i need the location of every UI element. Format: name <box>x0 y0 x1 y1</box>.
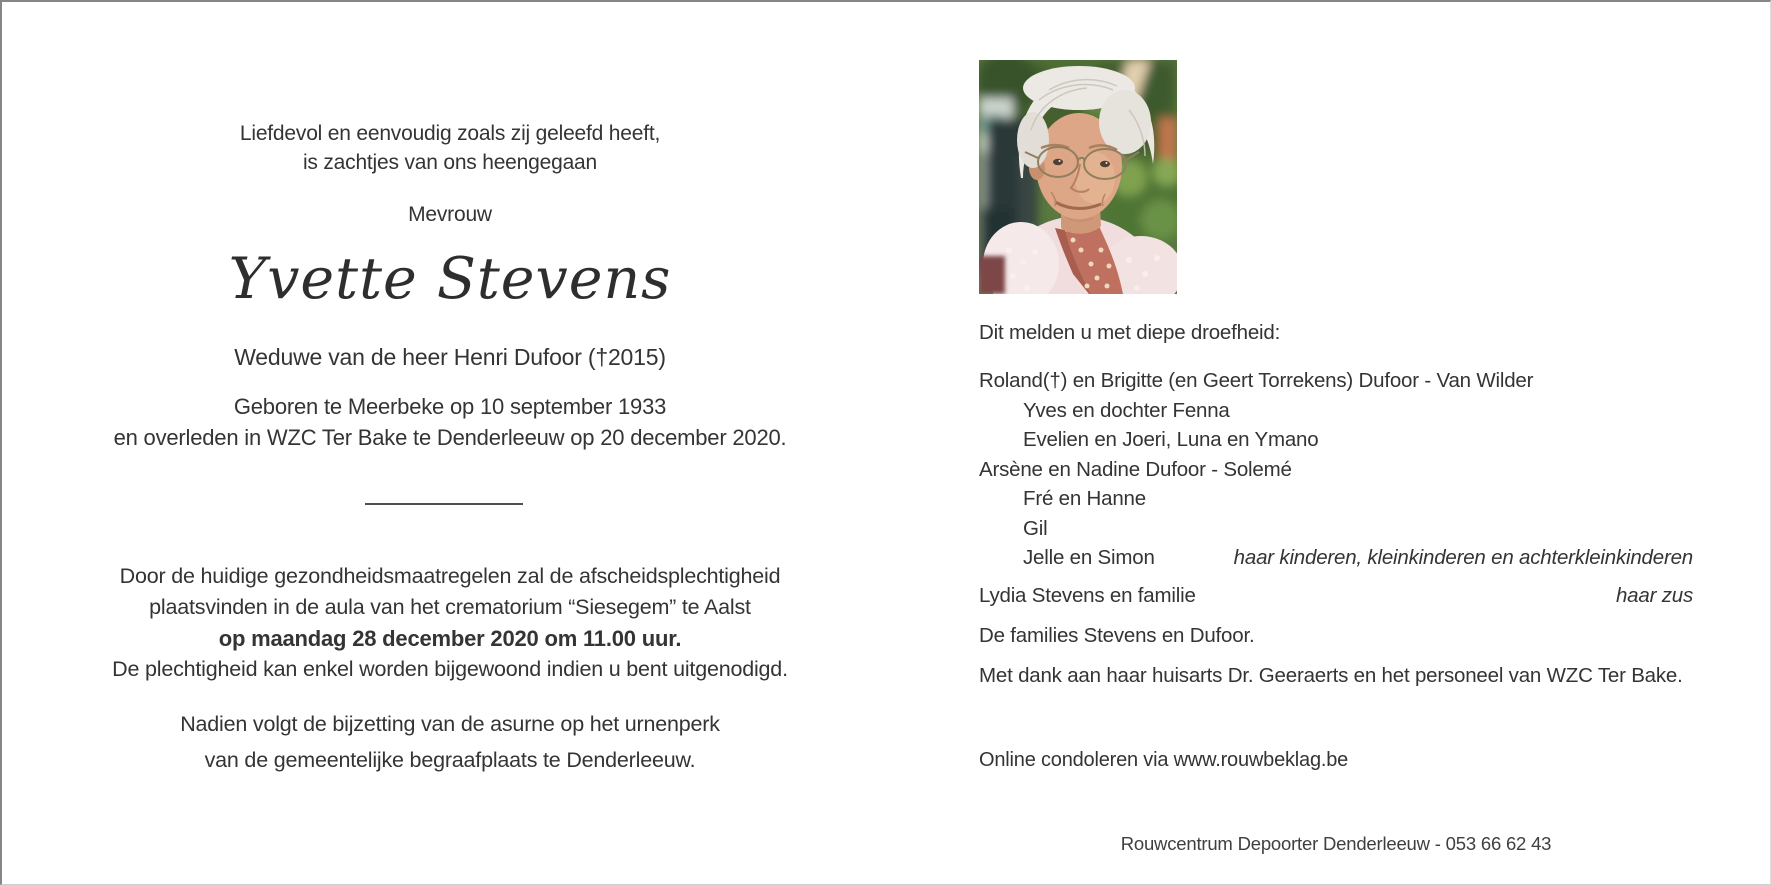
family-member: Yves en dochter Fenna <box>1023 398 1230 422</box>
died-line: en overleden in WZC Ter Bake te Denderleeuw op 20 december 2020. <box>113 425 787 450</box>
family-member: Jelle en Simon <box>1023 546 1155 569</box>
families-line: De families Stevens en Dufoor. <box>979 624 1255 647</box>
family-member: Gil <box>1023 516 1048 540</box>
family-member: Roland(†) en Brigitte (en Geert Torrekens) Dufoor - Van Wilder <box>979 369 1534 392</box>
family-row <box>979 455 1693 485</box>
funeral-home-footer: Rouwcentrum Depoorter Denderleeuw - 053 66 62 43 <box>1120 833 1552 854</box>
burial-line-1: Nadien volgt de bijzetting van de asurne op het urnenperk <box>180 712 720 736</box>
relation-note: haar kinderen, kleinkinderen en achterkleinkinderen <box>1233 546 1693 569</box>
ceremony-note: De plechtigheid kan enkel worden bijgewoond indien u bent uitgenodigd. <box>112 657 788 681</box>
widow-line: Weduwe van de heer Henri Dufoor (†2015) <box>234 344 666 370</box>
burial-line-2: van de gemeentelijke begraafplaats te Denderleeuw. <box>204 748 696 772</box>
deceased-name: Yvette Stevens <box>228 246 672 312</box>
family-row <box>979 396 1693 426</box>
divider-line <box>365 503 523 505</box>
family-row <box>979 425 1693 455</box>
portrait-photo <box>979 60 1177 294</box>
ceremony-line-1: Door de huidige gezondheidsmaatregelen zal de afscheidsplechtigheid <box>119 564 781 588</box>
ceremony-paragraph <box>90 561 810 685</box>
thanks-line: Met dank aan haar huisarts Dr. Geeraerts en het personeel van WZC Ter Bake. <box>979 664 1683 687</box>
family-row <box>979 514 1693 544</box>
online-condolence-line: Online condoleren via www.rouwbeklag.be <box>979 749 1349 771</box>
burial-paragraph <box>90 706 810 778</box>
family-member: Fré en Hanne <box>1023 487 1146 510</box>
family-list <box>979 366 1693 610</box>
opening-line-2: is zachtjes van ons heengegaan <box>302 151 598 174</box>
family-member: Arsène en Nadine Dufoor - Solemé <box>979 457 1292 481</box>
family-row <box>979 366 1693 396</box>
family-row <box>979 484 1693 514</box>
born-line: Geboren te Meerbeke op 10 september 1933 <box>233 394 667 419</box>
life-dates <box>90 391 810 453</box>
family-member: Lydia Stevens en familie <box>979 583 1196 607</box>
relation-note: haar zus <box>1615 583 1693 607</box>
family-row <box>979 581 1693 611</box>
ceremony-line-2: plaatsvinden in de aula van het crematorium “Siesegem” te Aalst <box>149 595 751 619</box>
ceremony-datetime: op maandag 28 december 2020 om 11.00 uur. <box>218 626 682 651</box>
announcement-line: Dit melden u met diepe droefheid: <box>979 321 1281 344</box>
family-member: Evelien en Joeri, Luna en Ymano <box>1023 428 1319 451</box>
salutation: Mevrouw <box>408 203 492 226</box>
opening-line-1: Liefdevol en eenvoudig zoals zij geleefd heeft, <box>239 122 661 145</box>
family-row <box>979 543 1693 573</box>
opening-verse <box>90 119 810 177</box>
